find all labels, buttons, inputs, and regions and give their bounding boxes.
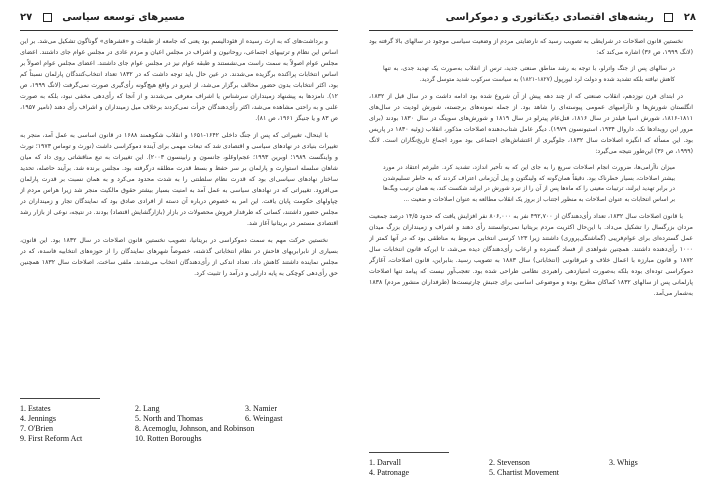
footnote-3: 3. Namier [245,404,277,413]
footnote-10: 10. Rotten Boroughs [135,434,202,443]
left-paragraph-2: با اینحال، تغییراتی که پس از جنگ داخلی ۱۶۴۲-۱۶۵۱ و انقلاب شکوهمند ۱۶۸۸ در قانون اساسی به عمل آمد، منجر به تغییرات بنیادی در نهادهای سیاسی و اقتصادی شد که تبعات مهمی برای آینده دموکراسی داشت (نورث و توماس ۱۹۷۳؛ نورث و واینگست ۱۹۸۹؛ اوبرین ۱۹۹۳؛ عجم‌اوغلو، جانسون و رابینسون ۲۰۰۳). این تغییرات به تبع مناقشاتی روی داد که میان شاهان سلسله استوارت و پارلمان بر سر حفظ و بسط قدرت مطلقه درگرفته بود. مجلس برنده شد. برآیند حاصله، تحدید ساختار نهادهای سیاسی‌ای بود که قدرت نظام سلطنتی را به شدت محدود می‌کرد و به همان نسبت بر قدرت پارلمان می‌افزود. تغییراتی که در نهادهای سیاسی به عمل آمد به امنیت بسیار بیشتر حقوق مالکیت منجر شد زیرا هراس مردم از چپاولهای حکومت پایان یافت. این امر به خصوص درباره آن دسته از افرادی صادق بود که نمایندگان تجار و زمینداران در مجلس حضور داشتند، کسانی که طرفدار فروش محصولات در بازار (بازارگشایش اقتصاد) بودند. در نتیجه، نوعی از بازار رشد اقتصادی مستمر در بریتانیا آغاز شد. [20,132,338,227]
left-footnotes [20,404,350,444]
footnote-3: 3. Whigs [609,458,638,467]
right-running-head: ریشه‌های اقتصادی دیکتاتوری و دموکراسی [445,12,654,23]
footnote-9: 9. First Reform Act [20,434,83,443]
right-paragraph-1: نخستین قانون اصلاحات در شرایطی به تصویب رسید که نارضایتی مردم از وضعیت سیاسی موجود در سالهای بالا گرفته بود (لانگ ۱۹۹۹، ص ۳۶) اشاره می‌کند که: [369,38,693,56]
footnote-5: 5. Chartist Movement [489,468,559,477]
footnote-2: 2. Stevenson [489,458,530,467]
footnote-2: 2. Lang [135,404,160,413]
right-paragraph-2: در ابتدای قرن نوزدهم، انقلاب صنعتی که از چند دهه پیش از آن شروع شده بود ادامه داشت و در سال قبل از ۱۸۳۲، انگلستان شورش‌ها و ناآرامیهای عمومی پیوسته‌ای را شاهد بود. از جمله نمونه‌های برجسته، شورش لودیت در سال‌های ۱۸۱۱-۱۸۱۶، شورش اسپا فیلدز در سال ۱۸۱۶، قتل‌عام پیترلو در سال ۱۸۱۹ و شورش‌های سوینگ در سال ۱۸۳۰ بودند (برای مرور این رویدادها نک. داروال ۱۹۳۴، استیونسون ۱۹۷۹). دیگر عامل شتاب‌دهنده اصلاحات مذکور، انقلاب ژوئیه ۱۸۳۰ در پاریس بود. این مسأله که انگیزه اصلاحات سال ۱۸۳۲، جلوگیری از اغتشاش‌های اجتماعی بود مورد اجماع تاریخ‌نگاران است. لانگ (۱۹۹۹، ص ۳۶) این‌طور نتیجه می‌گیرد: [369,93,693,155]
left-page-number: ۲۷ [20,12,33,23]
left-body-text [20,36,338,390]
left-running-head: مسیرهای توسعه سیاسی [62,12,185,23]
left-page-header [20,12,185,23]
left-paragraph-1: و برداشت‌های که به ارث رسیده از فئودالیسم بود یعنی که جامعه از طبقات و «قشرهای» گوناگون تشکیل می‌شد. بر این اساس این نظام و ترتیبهای اجتماعی، روحانیون و اشراف در مجلس اعیان و مردم عادی در مجلس عوام جای داشتند. اعضای مجلس عوام اصولاً به سمت راست می‌نشستند و طبقه عوام نیز در مجلس عوام جای داشتند. اعضای مجلس عوام اصولاً بر اساس انتخابات پراکنده برگزیده می‌شدند. در عین حال باید توجه داشت که در ۱۸۳۲ تعداد انتخاب‌کنندگان پارلمان نسبتاً کم بود، اکثر انتخابات بدون حضور مخالف برگزار می‌شد، از اینرو در واقع هیچ‌گونه رأی‌گیری صورت نمی‌گرفت (لانگ ۱۹۹۹، ص ۱۲). نامزدها به پیشنهاد زمینداران سرشناس یا اشراف معرفی می‌شدند و از آنجا که رأی‌دهی مخفی نبود، بلکه به صورت علنی و به راحتی مشاهده می‌شد، اکثر رأی‌دهندگان جرأت نمی‌کردند برخلاف میل زمینداران و اشراف رأی دهند (نامیر ۱۹۵۷، ص ۸۳ و یا جنیگز ۱۹۶۱، ص ۸۱). [20,38,338,122]
right-footnotes [369,458,699,478]
right-body-text [369,36,693,440]
right-page [355,0,710,500]
right-blockquote-1: در سالهای پس از جنگ واترلو، با توجه به رشد مناطق صنعتی جدید، ترس از انقلاب به‌صورت یک تهدید جدی، به تنها کاهش نیافته بلکه تشدید شده و دولت لرد لیورپول (۱۸۲۷-۱۸۲۱) به سیاست سرکوب شدید متوسل گردید. [383,66,675,83]
right-header-rule [369,30,693,31]
right-footnote-rule [369,452,449,453]
footnote-6: 6. Weingast [245,414,283,423]
right-page-header [446,12,696,23]
footnote-4: 4. Patronage [369,468,409,477]
right-page-number: ۲۸ [683,12,696,23]
square-ornament-icon [664,13,673,22]
footnote-1: 1. Estates [20,404,51,413]
left-paragraph-3: نخستین حرکت مهم به سمت دموکراسی در بریتانیا، تصویب نخستین قانون اصلاحات در سال ۱۸۳۲ بود. این قانون، بسیاری از نابرابریهای فاحش در نظام انتخاباتی گذشته، خصوصاً شهرهای نمایندگان را از حوزه‌های انتخابیه فاسده، که در مجلس نماینده داشتند کاهش داد. تعداد اندکی از رأی‌دهندگان انتخاب می‌شدند. ملفی ساخت. اصلاحات سال ۱۸۳۲ همچنین حق رأی‌دهی کوچکی به پایه دارایی و درآمد را تثبیت کرد. [20,237,338,277]
footnote-1: 1. Darvall [369,458,401,467]
square-ornament-icon [43,13,52,22]
footnote-5: 5. North and Thomas [135,414,203,423]
right-blockquote-2: میزان ناآرامی‌ها، ضرورت انجام اصلاحات سریع را به جای این که به تأخیر اندازد، تشدید کرد. علیرغم اعتقاد در مورد بیشتر اصلاحات، بسیار خطرناک بود. دقیقاً همان‌گونه که ولینگتون و پیل آن‌زمانی اعتراف کردند که به خاطر تسلیم‌شدن در برابر تهدید ایرلند، ترتیبات معینی را که ماه‌ها پس از آن را از نبرد شورش در ایرلند شکست کند، به همان ترتیب ویگ‌ها بر اساس انتخابات به عنوان اصلاحات به منظور اجتناب از بروز یک انقلاب مطالعه به عنوان اصلاحات و ضعیت ... [383,165,675,203]
left-footnote-rule [20,398,100,399]
footnote-7: 7. O'Brien [20,424,53,433]
left-header-rule [20,30,338,31]
footnote-8: 8. Acemoglu, Johnson, and Robinson [135,424,255,433]
right-paragraph-3: با قانون اصلاحات سال ۱۸۳۲، تعداد رأی‌دهندگان از ۴۹۲,۷۰۰ نفر به ۸۰۶,۰۰۰ نفر افزایش یافت که حدود ۱۴/۵ درصد جمعیت مردان بزرگسال را تشکیل می‌داد. با این‌حال اکثریت مردم بریتانیا نمی‌توانستند رأی دهند و اشراف و زمینداران بزرگ میدان عمل گسترده‌ای برای عوام‌فریبی (گماشتگی‌پروری) داشتند زیرا ۱۲۳ کرسی انتخابی مربوط به مناطقی بود که در آنها کمتر از ۱۰۰۰ رأی‌دهنده داشتند. همچنین شواهدی از فساد گسترده و ارعاب رأی‌دهندگان دیده می‌شد، تا این‌که قانون انتخابات سال ۱۸۷۲ و قانون مبارزه با اعمال خلاف و غیرقانونی (انتخاباتی) سال ۱۸۸۳ به تصویب رسید. بنابراین، قانون اصلاحات، آغازگر دموکراسی توده‌ای بوده‌ بلکه به‌صورت امتیازدهی راهبردی نظامی طراحی شده بود. تعجب‌آور نیست که پیامد تنها اصلاحات پارلمانی پس از سالهای ۱۸۳۲ کماکان مطرح بوده و موضوعی اساسی برای جنبش چارتیست‌ها (طرفداران منشور مردم) ۱۸۳۸ به‌شمار می‌آمد. [369,213,693,297]
footnote-4: 4. Jennings [20,414,56,423]
